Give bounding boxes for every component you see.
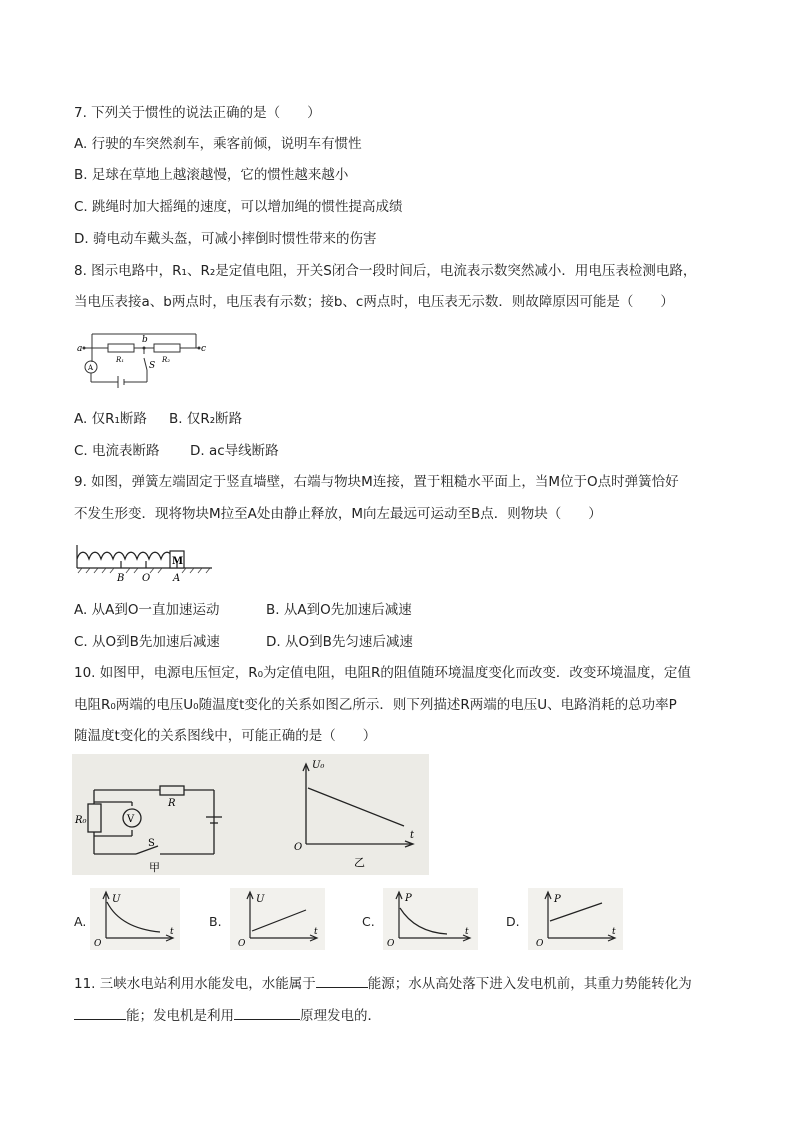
q8-point-a: a	[77, 344, 83, 354]
q8-option-d: D. ac导线断路	[190, 443, 279, 459]
q11-line1-part-a: 11. 三峡水电站利用水能发电，水能属于	[74, 976, 316, 992]
q10-option-c-origin: O	[387, 939, 395, 949]
q9-spring-figure	[74, 543, 214, 583]
q9-option-d: D. 从O到B先匀速后减速	[266, 634, 413, 650]
q10-option-b-origin: O	[238, 939, 246, 949]
q10-option-d-y-label: P	[554, 894, 561, 905]
q10-option-a-origin: O	[94, 939, 102, 949]
q11-line1	[74, 973, 692, 993]
q10-option-c-graph	[383, 888, 478, 950]
q9-option-c: C. 从O到B先加速后减速	[74, 634, 220, 650]
q10-caption-jia: 甲	[149, 861, 160, 874]
q11-blank-1[interactable]	[316, 973, 368, 988]
q8-r2-label: R₂	[162, 356, 171, 364]
q10-stem-line1: 10. 如图甲，电源电压恒定，R₀为定值电阻，电阻R的阻值随环境温度变化而改变．改变环境温度，定值	[74, 665, 691, 681]
q10-option-d-letter: D.	[506, 914, 520, 929]
q11-blank-2[interactable]	[74, 1005, 126, 1020]
q10-r-label: R	[168, 798, 176, 809]
q8-option-a: A. 仅R₁断路	[74, 411, 147, 427]
q8-stem-line1: 8. 图示电路中，R₁、R₂是定值电阻，开关S闭合一段时间后，电流表示数突然减小．用电压表检测电路，	[74, 263, 697, 279]
q10-option-a-y-label: U	[112, 894, 121, 905]
q11-line2-part-a: 能；发电机是利用	[126, 1008, 234, 1024]
q9-point-o: O	[142, 573, 151, 583]
q9-block-m-label: M	[172, 556, 184, 567]
q10-figure-photo	[72, 754, 429, 875]
q10-option-d-graph	[528, 888, 623, 950]
q7-option-c: C. 跳绳时加大摇绳的速度，可以增加绳的惯性提高成绩	[74, 199, 403, 215]
q10-option-b-letter: B.	[209, 914, 222, 929]
q9-stem-line1: 9. 如图，弹簧左端固定于竖直墙壁，右端与物块M连接，置于粗糙水平面上，当M位于O点时弹簧恰好	[74, 474, 679, 490]
q10-voltmeter-label: V	[127, 814, 135, 825]
q10-t-axis-label: t	[410, 830, 415, 841]
q8-ammeter-label: A	[88, 364, 94, 372]
q10-origin-label: O	[294, 842, 303, 853]
q10-u0-axis-label: U₀	[312, 760, 325, 771]
q9-stem-line2: 不发生形变．现将物块M拉至A处由静止释放，M向左最远可运动至B点．则物块（ ）	[74, 506, 602, 522]
q10-caption-yi: 乙	[354, 856, 365, 869]
q8-point-c: c	[201, 344, 207, 354]
q8-option-c: C. 电流表断路	[74, 443, 160, 459]
q10-option-b-graph	[230, 888, 325, 950]
q11-line1-part-b: 能源；水从高处落下进入发电机前，其重力势能转化为	[367, 976, 692, 992]
q10-option-a-letter: A.	[74, 914, 87, 929]
q9-point-b: B	[117, 573, 125, 583]
q10-option-b-x-label: t	[314, 927, 318, 937]
q10-option-d-origin: O	[536, 939, 544, 949]
q7-option-b: B. 足球在草地上越滚越慢，它的惯性越来越小	[74, 167, 349, 183]
q10-stem-line2: 电阻R₀两端的电压U₀随温度t变化的关系如图乙所示．则下列描述R两端的电压U、电路消耗的总功率P	[74, 697, 677, 713]
q9-option-a: A. 从A到O一直加速运动	[74, 602, 220, 618]
q9-options-row1	[74, 601, 412, 619]
q11-line2	[74, 1005, 381, 1025]
q10-option-a-graph	[90, 888, 180, 950]
q10-option-c-letter: C.	[362, 914, 375, 929]
q8-stem-line2: 当电压表接a、b两点时，电压表有示数；接b、c两点时，电压表无示数．则故障原因可能是（ ）	[74, 294, 674, 310]
q8-options-row1	[74, 410, 242, 428]
q7-option-d: D. 骑电动车戴头盔，可减小摔倒时惯性带来的伤害	[74, 231, 377, 247]
q9-point-a: A	[173, 573, 181, 583]
q10-option-c-x-label: t	[465, 927, 469, 937]
q10-option-a-x-label: t	[170, 927, 174, 937]
q8-point-b: b	[142, 335, 148, 345]
q9-option-b: B. 从A到O先加速后减速	[266, 602, 412, 618]
q10-option-d-x-label: t	[612, 927, 616, 937]
q7-stem: 7. 下列关于惯性的说法正确的是（ ）	[74, 105, 321, 121]
q10-r0-label: R₀	[75, 815, 87, 826]
q8-options-row2	[74, 442, 279, 460]
q11-blank-3[interactable]	[234, 1005, 300, 1020]
q8-option-b: B. 仅R₂断路	[169, 411, 243, 427]
q10-stem-line3: 随温度t变化的关系图线中，可能正确的是（ ）	[74, 728, 377, 744]
q8-circuit-figure	[74, 330, 214, 392]
q8-switch-label: S	[149, 361, 156, 371]
q7-option-a: A. 行驶的车突然刹车，乘客前倾，说明车有惯性	[74, 136, 362, 152]
q9-options-row2	[74, 633, 413, 651]
q11-line2-part-b: 原理发电的．	[300, 1008, 381, 1024]
q10-option-c-y-label: P	[405, 893, 412, 904]
q8-r1-label: R₁	[116, 356, 125, 364]
q10-switch-label: S	[148, 838, 155, 849]
q10-option-b-y-label: U	[256, 894, 265, 905]
